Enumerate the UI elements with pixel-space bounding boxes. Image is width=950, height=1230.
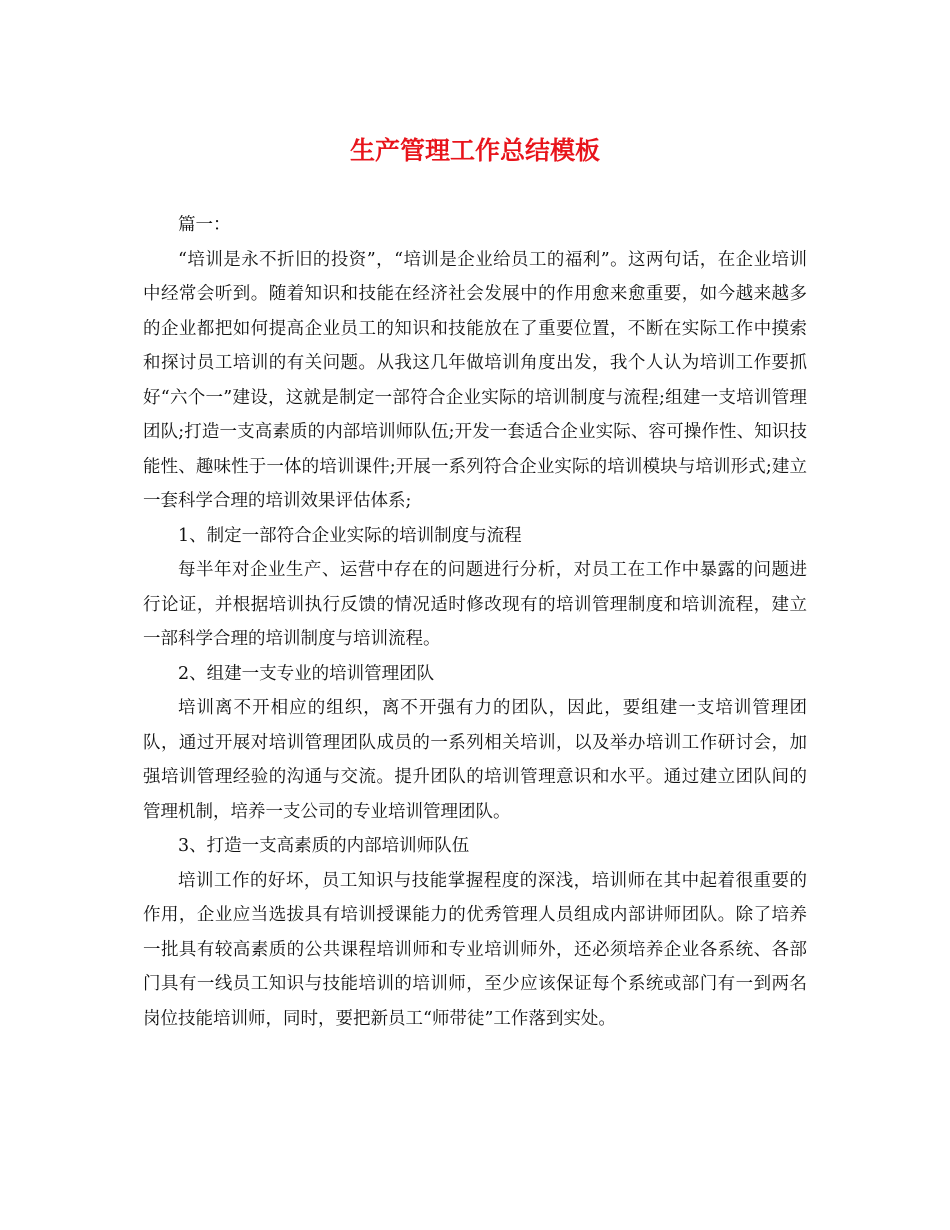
section-heading: 1、制定一部符合企业实际的培训制度与流程 <box>178 525 522 546</box>
body-paragraph: 培训离不开相应的组织，离不开强有力的团队，因此，要组建一支培训管理团队，通过开展对培训管理团队成员的一系列相关培训，以及举办培训工作研讨会，加强培训管理经验的沟通与交流。提升团队的培训管理意识和水平。通过建立团队间的管理机制，培养一支公司的专业培训管理团队。 <box>143 698 807 822</box>
body-paragraph: 每半年对企业生产、运营中存在的问题进行分析，对员工在工作中暴露的问题进行论证，并根据培训执行反馈的情况适时修改现有的培训管理制度和培训流程，建立一部科学合理的培训制度与培训流程。 <box>143 560 807 649</box>
section-heading: 3、打造一支高素质的内部培训师队伍 <box>178 836 470 856</box>
section-label: 篇一： <box>178 215 231 235</box>
body-paragraph: “培训是永不折旧的投资”，“培训是企业给员工的福利”。这两句话，在企业培训中经常会听到。随着知识和技能在经济社会发展中的作用愈来愈重要，如今越来越多的企业都把如何提高企业员工的知识和技能放在了重要位置，不断在实际工作中摸索和探讨员工培训的有关问题。从我这几年做培训角度出发，我个人认为培训工作要抓好“六个一”建设，这就是制定一部符合企业实际的培训制度与流程;组建一支培训管理团队;打造一支高素质的内部培训师队伍;开发一套适合企业实际、容可操作性、知识技能性、趣味性于一体的培训课件;开展一系列符合企业实际的培训模块与培训形式;建立一套科学合理的培训效果评估体系; <box>143 249 807 511</box>
section-heading: 2、组建一支专业的培训管理团队 <box>178 663 435 684</box>
document-title: 生产管理工作总结模板 <box>349 136 600 165</box>
body-paragraph: 培训工作的好坏，员工知识与技能掌握程度的深浅，培训师在其中起着很重要的作用，企业应当选拔具有培训授课能力的优秀管理人员组成内部讲师团队。除了培养一批具有较高素质的公共课程培训师和专业培训师外，还必须培养企业各系统、各部门具有一线员工知识与技能培训的培训师，至少应该保证每个系统或部门有一到两名岗位技能培训师，同时，要把新员工“师带徒”工作落到实处。 <box>143 870 807 1029</box>
document-body <box>143 208 807 1036</box>
